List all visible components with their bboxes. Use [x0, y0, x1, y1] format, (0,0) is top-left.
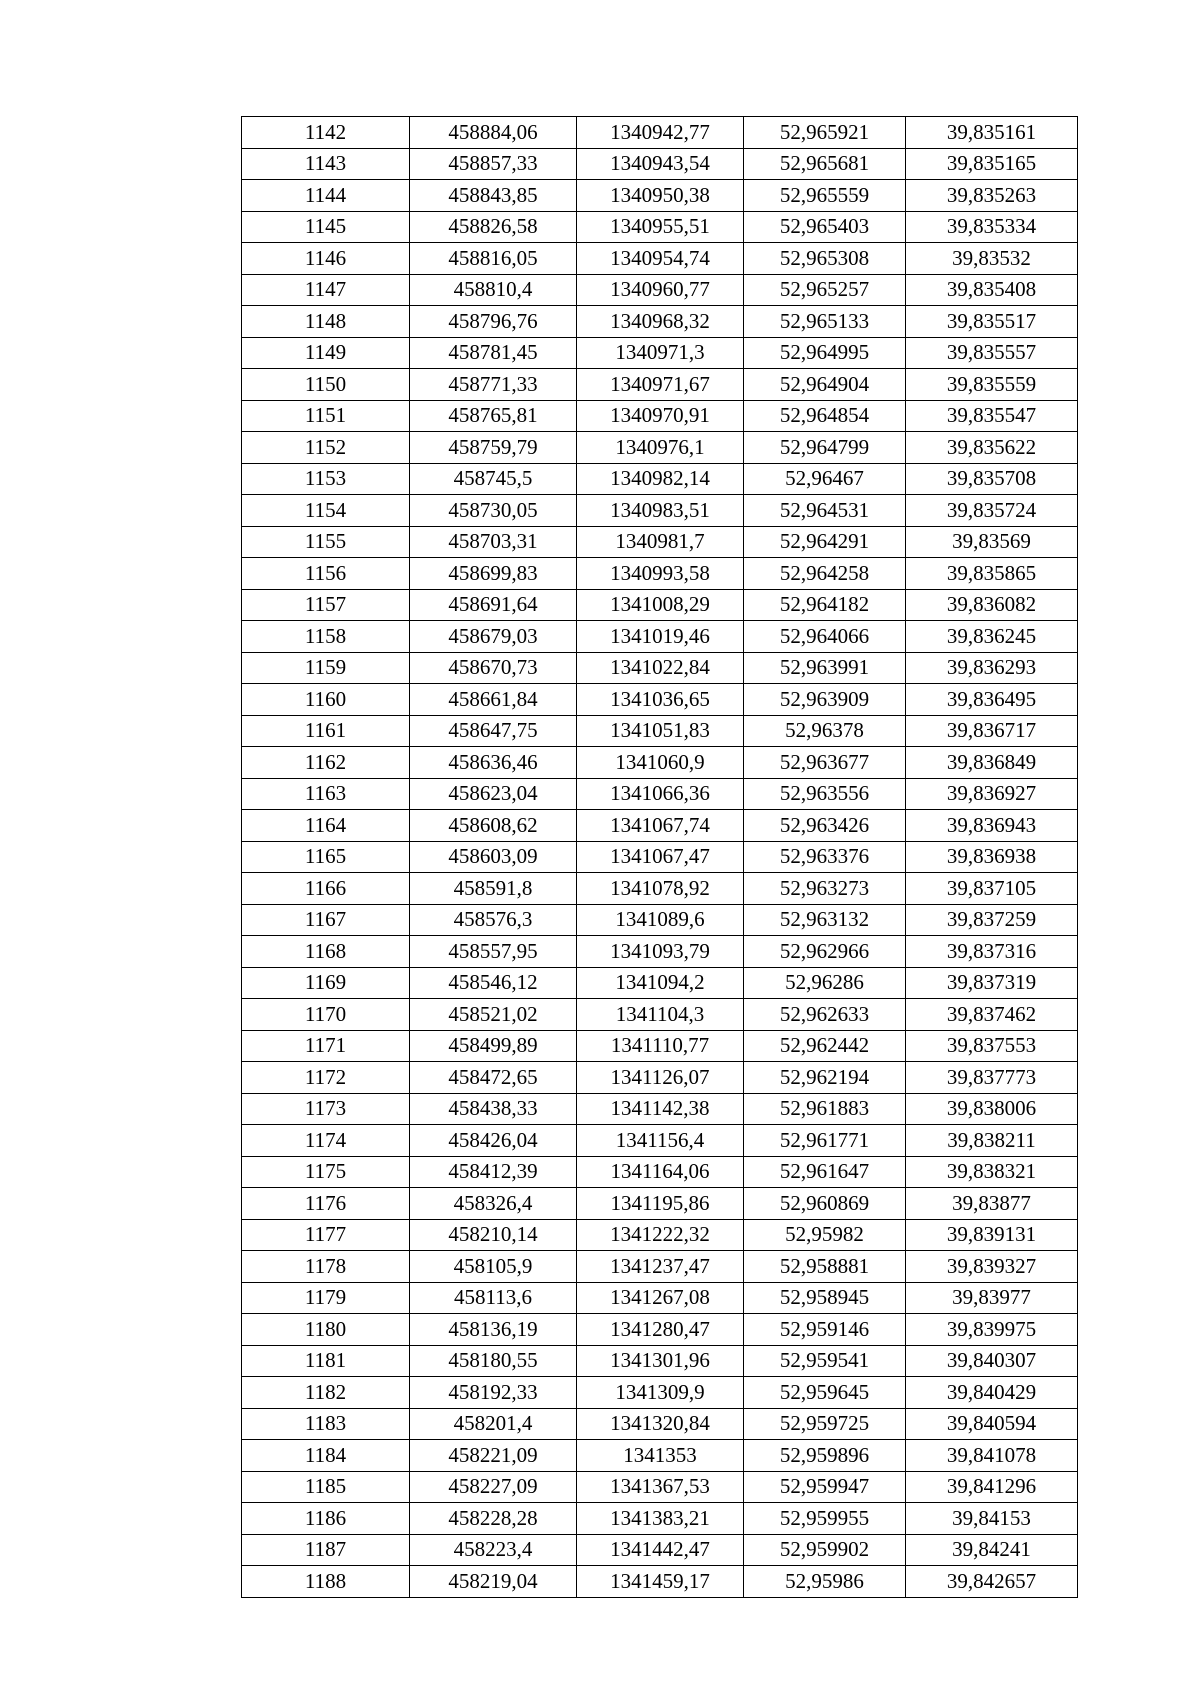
longitude-cell: 39,836495: [906, 684, 1078, 716]
y-coordinate-cell: 1341222,32: [577, 1219, 744, 1251]
longitude-cell: 39,83977: [906, 1282, 1078, 1314]
latitude-cell: 52,965403: [744, 211, 906, 243]
x-coordinate-cell: 458679,03: [410, 621, 577, 653]
y-coordinate-cell: 1340955,51: [577, 211, 744, 243]
point-number-cell: 1146: [242, 243, 410, 275]
table-row: [242, 999, 1078, 1031]
x-coordinate-cell: 458857,33: [410, 148, 577, 180]
point-number-cell: 1167: [242, 904, 410, 936]
longitude-cell: 39,838211: [906, 1125, 1078, 1157]
y-coordinate-cell: 1340968,32: [577, 306, 744, 338]
x-coordinate-cell: 458180,55: [410, 1345, 577, 1377]
table-row: [242, 652, 1078, 684]
latitude-cell: 52,964854: [744, 400, 906, 432]
table-row: [242, 1030, 1078, 1062]
latitude-cell: 52,964258: [744, 558, 906, 590]
point-number-cell: 1145: [242, 211, 410, 243]
x-coordinate-cell: 458636,46: [410, 747, 577, 779]
x-coordinate-cell: 458221,09: [410, 1440, 577, 1472]
y-coordinate-cell: 1341156,4: [577, 1125, 744, 1157]
point-number-cell: 1164: [242, 810, 410, 842]
table-row: [242, 1566, 1078, 1598]
x-coordinate-cell: 458210,14: [410, 1219, 577, 1251]
y-coordinate-cell: 1340950,38: [577, 180, 744, 212]
table-row: [242, 243, 1078, 275]
point-number-cell: 1162: [242, 747, 410, 779]
longitude-cell: 39,835408: [906, 274, 1078, 306]
longitude-cell: 39,840307: [906, 1345, 1078, 1377]
point-number-cell: 1148: [242, 306, 410, 338]
point-number-cell: 1158: [242, 621, 410, 653]
y-coordinate-cell: 1340982,14: [577, 463, 744, 495]
point-number-cell: 1174: [242, 1125, 410, 1157]
point-number-cell: 1184: [242, 1440, 410, 1472]
latitude-cell: 52,961883: [744, 1093, 906, 1125]
latitude-cell: 52,963132: [744, 904, 906, 936]
y-coordinate-cell: 1341110,77: [577, 1030, 744, 1062]
x-coordinate-cell: 458228,28: [410, 1503, 577, 1535]
y-coordinate-cell: 1340983,51: [577, 495, 744, 527]
y-coordinate-cell: 1340942,77: [577, 117, 744, 149]
longitude-cell: 39,835724: [906, 495, 1078, 527]
latitude-cell: 52,963273: [744, 873, 906, 905]
table-row: [242, 904, 1078, 936]
table-row: [242, 621, 1078, 653]
y-coordinate-cell: 1341067,74: [577, 810, 744, 842]
latitude-cell: 52,962966: [744, 936, 906, 968]
point-number-cell: 1151: [242, 400, 410, 432]
y-coordinate-cell: 1341066,36: [577, 778, 744, 810]
x-coordinate-cell: 458412,39: [410, 1156, 577, 1188]
x-coordinate-cell: 458703,31: [410, 526, 577, 558]
longitude-cell: 39,835165: [906, 148, 1078, 180]
latitude-cell: 52,959955: [744, 1503, 906, 1535]
y-coordinate-cell: 1340970,91: [577, 400, 744, 432]
point-number-cell: 1181: [242, 1345, 410, 1377]
longitude-cell: 39,836927: [906, 778, 1078, 810]
latitude-cell: 52,964995: [744, 337, 906, 369]
x-coordinate-cell: 458623,04: [410, 778, 577, 810]
point-number-cell: 1144: [242, 180, 410, 212]
table-row: [242, 432, 1078, 464]
point-number-cell: 1142: [242, 117, 410, 149]
table-row: [242, 715, 1078, 747]
latitude-cell: 52,96286: [744, 967, 906, 999]
x-coordinate-cell: 458326,4: [410, 1188, 577, 1220]
x-coordinate-cell: 458699,83: [410, 558, 577, 590]
point-number-cell: 1161: [242, 715, 410, 747]
longitude-cell: 39,841296: [906, 1471, 1078, 1503]
y-coordinate-cell: 1340981,7: [577, 526, 744, 558]
x-coordinate-cell: 458113,6: [410, 1282, 577, 1314]
point-number-cell: 1183: [242, 1408, 410, 1440]
point-number-cell: 1160: [242, 684, 410, 716]
x-coordinate-cell: 458796,76: [410, 306, 577, 338]
point-number-cell: 1171: [242, 1030, 410, 1062]
point-number-cell: 1180: [242, 1314, 410, 1346]
point-number-cell: 1185: [242, 1471, 410, 1503]
longitude-cell: 39,83877: [906, 1188, 1078, 1220]
latitude-cell: 52,958881: [744, 1251, 906, 1283]
point-number-cell: 1152: [242, 432, 410, 464]
point-number-cell: 1172: [242, 1062, 410, 1094]
y-coordinate-cell: 1341051,83: [577, 715, 744, 747]
longitude-cell: 39,840429: [906, 1377, 1078, 1409]
table-row: [242, 589, 1078, 621]
latitude-cell: 52,959896: [744, 1440, 906, 1472]
y-coordinate-cell: 1340971,67: [577, 369, 744, 401]
x-coordinate-cell: 458227,09: [410, 1471, 577, 1503]
table-row: [242, 1345, 1078, 1377]
table-row: [242, 180, 1078, 212]
longitude-cell: 39,837316: [906, 936, 1078, 968]
latitude-cell: 52,959645: [744, 1377, 906, 1409]
x-coordinate-cell: 458759,79: [410, 432, 577, 464]
longitude-cell: 39,836293: [906, 652, 1078, 684]
longitude-cell: 39,837462: [906, 999, 1078, 1031]
longitude-cell: 39,841078: [906, 1440, 1078, 1472]
latitude-cell: 52,964531: [744, 495, 906, 527]
x-coordinate-cell: 458201,4: [410, 1408, 577, 1440]
point-number-cell: 1175: [242, 1156, 410, 1188]
y-coordinate-cell: 1341089,6: [577, 904, 744, 936]
table-row: [242, 1093, 1078, 1125]
y-coordinate-cell: 1341195,86: [577, 1188, 744, 1220]
latitude-cell: 52,961771: [744, 1125, 906, 1157]
y-coordinate-cell: 1341459,17: [577, 1566, 744, 1598]
latitude-cell: 52,960869: [744, 1188, 906, 1220]
point-number-cell: 1166: [242, 873, 410, 905]
latitude-cell: 52,964291: [744, 526, 906, 558]
table-row: [242, 1062, 1078, 1094]
point-number-cell: 1147: [242, 274, 410, 306]
x-coordinate-cell: 458884,06: [410, 117, 577, 149]
longitude-cell: 39,837553: [906, 1030, 1078, 1062]
x-coordinate-cell: 458219,04: [410, 1566, 577, 1598]
table-row: [242, 1408, 1078, 1440]
table-row: [242, 274, 1078, 306]
longitude-cell: 39,84241: [906, 1534, 1078, 1566]
point-number-cell: 1150: [242, 369, 410, 401]
latitude-cell: 52,962633: [744, 999, 906, 1031]
x-coordinate-cell: 458647,75: [410, 715, 577, 747]
longitude-cell: 39,835865: [906, 558, 1078, 590]
longitude-cell: 39,83569: [906, 526, 1078, 558]
y-coordinate-cell: 1341078,92: [577, 873, 744, 905]
y-coordinate-cell: 1341094,2: [577, 967, 744, 999]
latitude-cell: 52,964799: [744, 432, 906, 464]
x-coordinate-cell: 458591,8: [410, 873, 577, 905]
latitude-cell: 52,959541: [744, 1345, 906, 1377]
point-number-cell: 1186: [242, 1503, 410, 1535]
table-row: [242, 747, 1078, 779]
x-coordinate-cell: 458521,02: [410, 999, 577, 1031]
longitude-cell: 39,836245: [906, 621, 1078, 653]
point-number-cell: 1170: [242, 999, 410, 1031]
longitude-cell: 39,837259: [906, 904, 1078, 936]
x-coordinate-cell: 458826,58: [410, 211, 577, 243]
x-coordinate-cell: 458745,5: [410, 463, 577, 495]
coordinates-table: [241, 116, 1078, 1598]
point-number-cell: 1187: [242, 1534, 410, 1566]
table-row: [242, 1156, 1078, 1188]
latitude-cell: 52,965681: [744, 148, 906, 180]
table-row: [242, 1219, 1078, 1251]
longitude-cell: 39,836938: [906, 841, 1078, 873]
latitude-cell: 52,959947: [744, 1471, 906, 1503]
longitude-cell: 39,835517: [906, 306, 1078, 338]
longitude-cell: 39,835263: [906, 180, 1078, 212]
table-row: [242, 1534, 1078, 1566]
latitude-cell: 52,964182: [744, 589, 906, 621]
latitude-cell: 52,962194: [744, 1062, 906, 1094]
point-number-cell: 1163: [242, 778, 410, 810]
point-number-cell: 1154: [242, 495, 410, 527]
point-number-cell: 1182: [242, 1377, 410, 1409]
latitude-cell: 52,95986: [744, 1566, 906, 1598]
point-number-cell: 1168: [242, 936, 410, 968]
latitude-cell: 52,963677: [744, 747, 906, 779]
longitude-cell: 39,835547: [906, 400, 1078, 432]
table-row: [242, 1251, 1078, 1283]
longitude-cell: 39,839975: [906, 1314, 1078, 1346]
y-coordinate-cell: 1341067,47: [577, 841, 744, 873]
point-number-cell: 1155: [242, 526, 410, 558]
longitude-cell: 39,835559: [906, 369, 1078, 401]
y-coordinate-cell: 1341104,3: [577, 999, 744, 1031]
x-coordinate-cell: 458730,05: [410, 495, 577, 527]
point-number-cell: 1157: [242, 589, 410, 621]
latitude-cell: 52,965559: [744, 180, 906, 212]
point-number-cell: 1156: [242, 558, 410, 590]
x-coordinate-cell: 458816,05: [410, 243, 577, 275]
y-coordinate-cell: 1341008,29: [577, 589, 744, 621]
longitude-cell: 39,838321: [906, 1156, 1078, 1188]
latitude-cell: 52,961647: [744, 1156, 906, 1188]
x-coordinate-cell: 458603,09: [410, 841, 577, 873]
point-number-cell: 1178: [242, 1251, 410, 1283]
table-row: [242, 1282, 1078, 1314]
longitude-cell: 39,836849: [906, 747, 1078, 779]
point-number-cell: 1176: [242, 1188, 410, 1220]
longitude-cell: 39,835557: [906, 337, 1078, 369]
y-coordinate-cell: 1341309,9: [577, 1377, 744, 1409]
table-row: [242, 463, 1078, 495]
y-coordinate-cell: 1340960,77: [577, 274, 744, 306]
x-coordinate-cell: 458105,9: [410, 1251, 577, 1283]
y-coordinate-cell: 1341442,47: [577, 1534, 744, 1566]
point-number-cell: 1179: [242, 1282, 410, 1314]
longitude-cell: 39,837319: [906, 967, 1078, 999]
x-coordinate-cell: 458546,12: [410, 967, 577, 999]
point-number-cell: 1159: [242, 652, 410, 684]
y-coordinate-cell: 1341237,47: [577, 1251, 744, 1283]
longitude-cell: 39,836717: [906, 715, 1078, 747]
y-coordinate-cell: 1340971,3: [577, 337, 744, 369]
x-coordinate-cell: 458136,19: [410, 1314, 577, 1346]
latitude-cell: 52,95982: [744, 1219, 906, 1251]
point-number-cell: 1169: [242, 967, 410, 999]
table-row: [242, 495, 1078, 527]
table-row: [242, 1188, 1078, 1220]
table-row: [242, 306, 1078, 338]
point-number-cell: 1149: [242, 337, 410, 369]
y-coordinate-cell: 1341383,21: [577, 1503, 744, 1535]
table-row: [242, 684, 1078, 716]
y-coordinate-cell: 1341280,47: [577, 1314, 744, 1346]
x-coordinate-cell: 458661,84: [410, 684, 577, 716]
table-row: [242, 1471, 1078, 1503]
table-row: [242, 1314, 1078, 1346]
y-coordinate-cell: 1341022,84: [577, 652, 744, 684]
latitude-cell: 52,964066: [744, 621, 906, 653]
table-row: [242, 967, 1078, 999]
x-coordinate-cell: 458810,4: [410, 274, 577, 306]
table-row: [242, 558, 1078, 590]
longitude-cell: 39,835334: [906, 211, 1078, 243]
point-number-cell: 1165: [242, 841, 410, 873]
y-coordinate-cell: 1341164,06: [577, 1156, 744, 1188]
longitude-cell: 39,839327: [906, 1251, 1078, 1283]
latitude-cell: 52,965921: [744, 117, 906, 149]
table-row: [242, 369, 1078, 401]
point-number-cell: 1153: [242, 463, 410, 495]
x-coordinate-cell: 458223,4: [410, 1534, 577, 1566]
latitude-cell: 52,963376: [744, 841, 906, 873]
point-number-cell: 1188: [242, 1566, 410, 1598]
table-row: [242, 873, 1078, 905]
y-coordinate-cell: 1340976,1: [577, 432, 744, 464]
y-coordinate-cell: 1341142,38: [577, 1093, 744, 1125]
x-coordinate-cell: 458192,33: [410, 1377, 577, 1409]
longitude-cell: 39,842657: [906, 1566, 1078, 1598]
point-number-cell: 1143: [242, 148, 410, 180]
table-row: [242, 337, 1078, 369]
longitude-cell: 39,837773: [906, 1062, 1078, 1094]
coordinates-table-body: [242, 117, 1078, 1598]
y-coordinate-cell: 1341320,84: [577, 1408, 744, 1440]
x-coordinate-cell: 458499,89: [410, 1030, 577, 1062]
longitude-cell: 39,835622: [906, 432, 1078, 464]
x-coordinate-cell: 458781,45: [410, 337, 577, 369]
x-coordinate-cell: 458438,33: [410, 1093, 577, 1125]
table-row: [242, 810, 1078, 842]
latitude-cell: 52,963426: [744, 810, 906, 842]
x-coordinate-cell: 458843,85: [410, 180, 577, 212]
y-coordinate-cell: 1341267,08: [577, 1282, 744, 1314]
table-row: [242, 1440, 1078, 1472]
latitude-cell: 52,963556: [744, 778, 906, 810]
longitude-cell: 39,836943: [906, 810, 1078, 842]
x-coordinate-cell: 458765,81: [410, 400, 577, 432]
longitude-cell: 39,83532: [906, 243, 1078, 275]
longitude-cell: 39,835708: [906, 463, 1078, 495]
table-row: [242, 526, 1078, 558]
y-coordinate-cell: 1341301,96: [577, 1345, 744, 1377]
longitude-cell: 39,836082: [906, 589, 1078, 621]
latitude-cell: 52,964904: [744, 369, 906, 401]
latitude-cell: 52,959902: [744, 1534, 906, 1566]
x-coordinate-cell: 458691,64: [410, 589, 577, 621]
y-coordinate-cell: 1341126,07: [577, 1062, 744, 1094]
table-row: [242, 211, 1078, 243]
x-coordinate-cell: 458557,95: [410, 936, 577, 968]
longitude-cell: 39,835161: [906, 117, 1078, 149]
table-row: [242, 148, 1078, 180]
table-row: [242, 400, 1078, 432]
latitude-cell: 52,963909: [744, 684, 906, 716]
latitude-cell: 52,959725: [744, 1408, 906, 1440]
latitude-cell: 52,958945: [744, 1282, 906, 1314]
y-coordinate-cell: 1340954,74: [577, 243, 744, 275]
table-row: [242, 936, 1078, 968]
x-coordinate-cell: 458771,33: [410, 369, 577, 401]
table-row: [242, 1125, 1078, 1157]
latitude-cell: 52,96378: [744, 715, 906, 747]
y-coordinate-cell: 1341367,53: [577, 1471, 744, 1503]
table-row: [242, 1503, 1078, 1535]
y-coordinate-cell: 1341060,9: [577, 747, 744, 779]
table-row: [242, 778, 1078, 810]
y-coordinate-cell: 1341036,65: [577, 684, 744, 716]
latitude-cell: 52,963991: [744, 652, 906, 684]
table-row: [242, 117, 1078, 149]
latitude-cell: 52,96467: [744, 463, 906, 495]
y-coordinate-cell: 1341093,79: [577, 936, 744, 968]
longitude-cell: 39,840594: [906, 1408, 1078, 1440]
latitude-cell: 52,965308: [744, 243, 906, 275]
table-row: [242, 1377, 1078, 1409]
table-row: [242, 841, 1078, 873]
x-coordinate-cell: 458608,62: [410, 810, 577, 842]
point-number-cell: 1177: [242, 1219, 410, 1251]
y-coordinate-cell: 1341019,46: [577, 621, 744, 653]
longitude-cell: 39,839131: [906, 1219, 1078, 1251]
longitude-cell: 39,838006: [906, 1093, 1078, 1125]
y-coordinate-cell: 1341353: [577, 1440, 744, 1472]
longitude-cell: 39,84153: [906, 1503, 1078, 1535]
point-number-cell: 1173: [242, 1093, 410, 1125]
x-coordinate-cell: 458472,65: [410, 1062, 577, 1094]
latitude-cell: 52,962442: [744, 1030, 906, 1062]
x-coordinate-cell: 458576,3: [410, 904, 577, 936]
longitude-cell: 39,837105: [906, 873, 1078, 905]
x-coordinate-cell: 458670,73: [410, 652, 577, 684]
y-coordinate-cell: 1340943,54: [577, 148, 744, 180]
x-coordinate-cell: 458426,04: [410, 1125, 577, 1157]
latitude-cell: 52,965133: [744, 306, 906, 338]
latitude-cell: 52,965257: [744, 274, 906, 306]
latitude-cell: 52,959146: [744, 1314, 906, 1346]
y-coordinate-cell: 1340993,58: [577, 558, 744, 590]
